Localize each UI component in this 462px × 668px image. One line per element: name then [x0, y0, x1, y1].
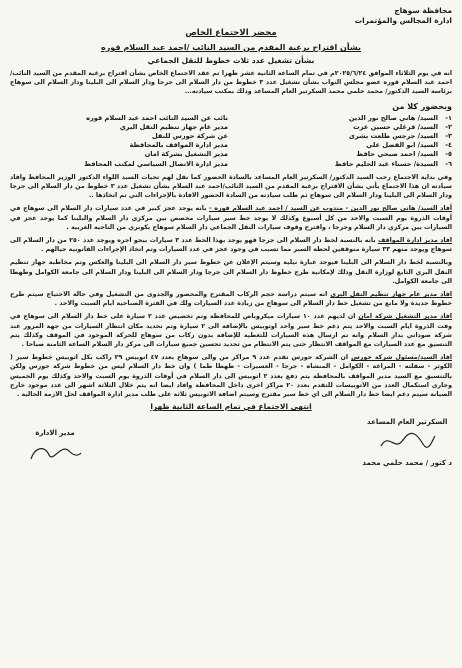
org-governorate: محافظة سوهاج: [394, 6, 452, 15]
speaker-label: أفاد السيد/ هاني صالح نور الدين - مندوب عن السيد / احمد عبد السلام قوره -: [209, 205, 452, 213]
attendee-role: نائب عن السيد النائب احمد عبد السلام قوره: [86, 113, 228, 122]
attendee-text: السيدة/ حسناء عبد الحليم حافظ: [334, 159, 438, 168]
attendee-number: ٦-: [445, 159, 452, 168]
org-block: [355, 6, 452, 26]
signature-block-director: [10, 428, 100, 469]
attendee-number: ١-: [445, 113, 452, 122]
attendee-name: [234, 114, 452, 123]
attendee-role: مدير التشغيل بشركة امان: [144, 150, 228, 159]
speaker-label: افاد مدير التشغيل شركة امان: [358, 313, 452, 321]
signature-area: [10, 417, 452, 469]
attendee-name: [234, 132, 452, 141]
paragraph-text: بانه بالنسبة لخط دار السلام الى جرجا فهو يوجد بهذا الخط عدد ٣ سيارات بيجو اجره ويوجد عدد ٢٥٠ من دار السلام الى سوهاج ويوجد منهم ٣٣ سيارة متوقفين لحظة السير مما تسبب في وجود عجز في عدد السيارات وتم اتخاذ الإجراءات القانونية حيالهم .: [10, 237, 452, 254]
document-subtitle: بشأن اقتراح برغبة المقدم من السيد النائب /احمد عبد السلام قوره: [100, 43, 362, 52]
director-title: مدير الادارة: [35, 429, 75, 438]
closing-line: انتهى الاجتماع في تمام الساعة الثانية ظهرا: [150, 402, 312, 412]
minutes-paragraph: [10, 236, 452, 254]
minutes-paragraph: [10, 204, 452, 232]
signature-block-secretary: [362, 417, 452, 469]
document-topic: بشأن تشغيل عدد ثلاث خطوط للنقل الجماعي: [147, 56, 315, 65]
minutes-body: [10, 173, 452, 399]
minutes-paragraph: [10, 353, 452, 399]
attendance-list: [10, 114, 452, 169]
attendee-number: ٥-: [445, 150, 452, 159]
attendee-role: مدير عام جهاز تنظيم النقل البري: [119, 122, 228, 131]
paragraph-text: بانه يوجد عجز كبير في عدد سيارات دار السلام الى سوهاج في أوقات الذروة يوم السبت والاحد من كل أسبوع وكذلك لا يوجد خط سير سيارات مخصص بين مركزي دار السلام والبلينا كما يوجد عجز في السيارات بين مركزي دار السلام وجرجا ، واقترح وقوف سيارات النقل الجماعي دار السلام سوهاج بكوبري من الناحية الغربية .: [10, 205, 452, 231]
minutes-paragraph: [10, 173, 452, 201]
secretary-title: السكرتير العام المساعد: [367, 418, 448, 427]
attendee-name: [234, 123, 452, 132]
attendee-number: ٤-: [445, 141, 452, 150]
secretary-name: د كتور / محمد حلمي محمد: [362, 459, 452, 468]
signature-scribble-icon: [25, 439, 85, 465]
minutes-paragraph: [10, 258, 452, 286]
document-title: محضر الاجتماع الخاص: [185, 28, 277, 38]
signature-scribble-icon: [377, 428, 437, 454]
attendee-role: عن شركة حورس للنقل: [151, 132, 228, 141]
attendee-text: السيد/ ابو الفضل علي: [366, 141, 438, 150]
attendee-name: [234, 160, 452, 169]
intro-paragraph: انه في يوم الثلاثاء الموافق ٢٠٢٥/٦/٢٤م في تمام الساعة الثانية عشر ظهرا تم عقد الاجتماع الخاص بشأن اقتراح برغبة المقدم من السيد النائب/ احمد عبد السلام قوره عضو مجلس النواب بشأن تشغيل عدد ٣ خطوط من دار السلام الى جرجا ودار السلام الى البلينا ودار السلام الى سوهاج برئاسة السيد الدكتور/ محمد حلمي محمد السكرتير العام المساعد وذلك بمكتب سيادته...: [10, 70, 452, 96]
paragraph-text: ان الشركة حورس تقدم عدد ٩ مراكز من والى سوهاج بعدد ٤٧ اتوبيس ٢٩ راكب بكل اتوبيس خطوط سير ( الكوثر - سقلته - المراغة - الكوامل - المنشاه - جرجا - العسيرات - طهطا طما ) وان خط دار السلام ليس من خطوط شركة حورس ولكن بالتنسيق مع السيد مدير المواقف بالمحافظة يتم دفع بعدد ٢ اتوبيس الى دار السلام في أوقات الذروة يوم السبت والاحد وكذلك يوم الخميس وجارى استكمال العدد من الاتوبيسات للتقدم بعدد ٢٠ مراكز اخرى داخل المحافظة وافاد ايضا انه يتم خلال الثلاثة اشهر الى عدد موجود خارج الصيانة سيتم دعم ايضا خط دار السلام الى اي خط سير مقترح وسيتم اضافة الاتوبيس ثلاثة على طلب مدير ادارة المواقف لحل الازمة الحالية .: [10, 354, 453, 399]
attendee-name: [234, 150, 452, 159]
minutes-paragraph: [10, 290, 452, 308]
speaker-label: افاد مدير عام جهاز تنظيم النقل البري: [330, 291, 452, 299]
attendee-text: السيد/ احمد صبحي حافظ: [356, 150, 438, 159]
paragraph-text: ان لديهم عدد ١٠ سيارات ميكروباص للمحافظة وتم تخصيص عدد ٢ سيارة على خط دار السلام الى سوهاج في وقت الذروة ايام السبت والاحد يتم دعم خط سير واحد اوتوبيس بالإضافة الى ٢ سيارة وتم تحديد مكان انتظار السيارات من جهة المرور عند شركة صوداتي بدار السلام وانه تم ارسال هذه السيارات للتغطية للإضافة بدون ركاب من سوهاج للحركة الموجود في الموقف وكذلك يتم التنسيق مع عدد السيارات مع المواقف الانتظار حتى يتم الانتظام من تحديد تحسين جميع سيارات الى مركز دار السلام الساعة الثامنة صباحا .: [10, 313, 452, 349]
speaker-label: افاد مدير ادارة المواقف: [377, 237, 452, 245]
attendee-name: [234, 141, 452, 150]
minutes-paragraph: [10, 312, 452, 349]
attendee-number: ٣-: [445, 132, 452, 141]
attendee-role: مدير ادارة الاتصال السياسي لمكتب المحافظ: [84, 159, 228, 168]
attendance-heading: وبحضور كلا من: [392, 101, 452, 111]
attendee-text: السيد/ جرجس طلعت بشرى: [348, 132, 438, 141]
attendee-text: السيد/ هاني صالح نور الدين: [348, 113, 438, 122]
paragraph-text: انه سيتم دراسة حجم الركاب المقترح والمحصور والجدوى من التشغيل وفي حالة الاحتياج سيتم طرح خطوط جديدة ولا مانع من تشغيل خط دار السلام الى سوهاج من زيادة عدد السيارات ولك في الفترة الصباحية ايام السبت والاحد .: [10, 291, 452, 308]
paragraph-text: وبالنسبة لخط دار السلام الى البلينا فيوجد عبارة نيلية وسيتم الإعلان عن خطوط سير دار السلام الى البلينا والعكس وتم مخاطبة جهاز تنظيم النقل البري التابع لوزارة النقل وذلك لإمكانية طرح خطوط دار السلام الى جرجا ودار السلام الى البلينا ودار السلام الى جامعة الكوامل وطهطا الى جامعة الكوامل.: [10, 259, 452, 285]
attendee-role: مدير ادارة المواقف بالمحافظة: [129, 141, 228, 150]
org-department: ادارة المجالس والمؤتمرات: [354, 16, 452, 25]
paragraph-text: وفي بداية الاجتماع رحب السيد الدكتور/ السكرتير العام المساعد بالسادة الحضور كما نقل لهم تحيات السيد اللواء الدكتور الوزير المحافظ وافاد سيادته ان هذا الاجتماع يأتي بشأن الاقتراح برغبة المقدم من السيد النائب/احمد عبد السلام بشأن تشغيل عدد ٣ خطوط من دار السلام الى جرجا ودار السلام الى البلينا ودار السلام الى سوهاج ثم طلب سيادته من السادة الحضور الافادة بالإجراءات التي تم اتخاذها ..: [10, 173, 452, 200]
document-header: [10, 6, 452, 26]
speaker-label: افاد السيد/مسئول شركة حورس: [351, 354, 452, 362]
attendee-number: ٢-: [445, 122, 452, 131]
attendee-text: السيد/ فرغلي حسين عزت: [353, 122, 438, 131]
